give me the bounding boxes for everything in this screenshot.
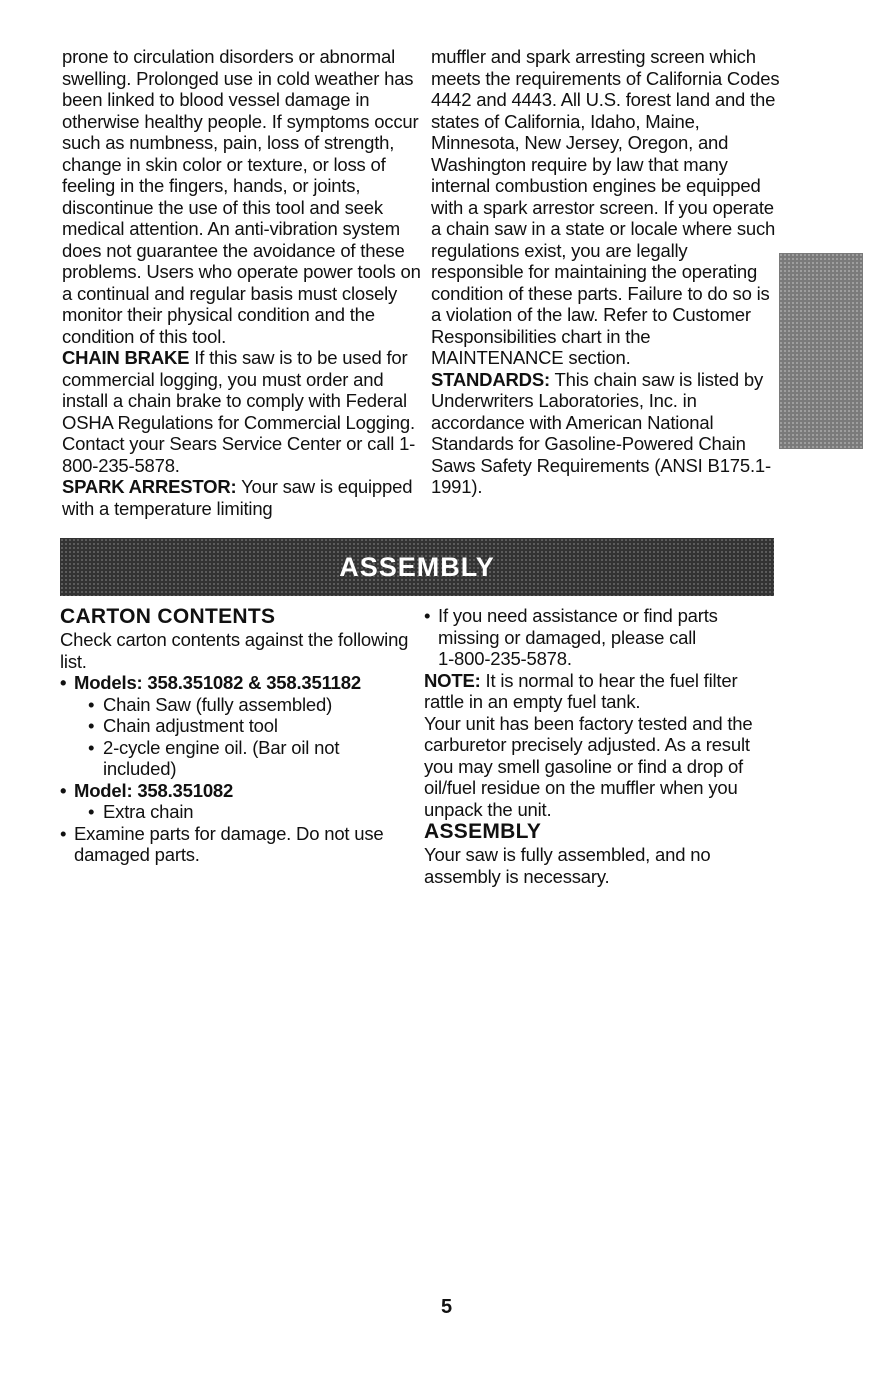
models-sub-item: • Chain adjustment tool	[60, 715, 410, 737]
examine-list-item: • Examine parts for damage. Do not use damaged parts.	[60, 823, 410, 866]
note-text: It is normal to hear the fuel filter rattle in an empty fuel tank.	[424, 669, 738, 712]
carton-contents-heading: CARTON CONTENTS	[60, 605, 276, 628]
assistance-list-item	[424, 605, 779, 670]
model-list-item: • Model: 358.351082	[60, 780, 410, 802]
standards-text: This chain saw is listed by Underwriters Laboratories, Inc. in accordance with American National Standards for Gasoline-Powered Chain Saws Safety Requirements (ANSI B175.1-1991).	[431, 368, 771, 497]
spark-arrestor-paragraph	[62, 476, 424, 519]
spark-arrestor-text: Your saw is equipped with a temperature limiting	[62, 476, 413, 519]
carton-contents-section	[60, 605, 410, 866]
chain-brake-label: CHAIN BRAKE	[62, 347, 190, 368]
model-sub-item: • Extra chain	[60, 801, 410, 823]
spark-arrestor-label: SPARK ARRESTOR:	[62, 476, 237, 497]
factory-tested-paragraph: Your unit has been factory tested and the carburetor precisely adjusted. As a result you may smell gasoline or find a drop of oil/fuel residue on the muffler when you unpack the unit.	[424, 712, 753, 820]
note-paragraph	[424, 670, 779, 713]
note-label: NOTE:	[424, 669, 481, 691]
assembly-heading: ASSEMBLY	[424, 820, 542, 843]
muffler-paragraph: muffler and spark arresting screen which meets the requirements of California Codes 4442 and 4443. All U.S. forest land and the states of California, Idaho, Maine, Minnesota, New Jersey, Oregon, and Washington require by law that many internal combustion engines be equipped with a spark arrestor screen. If you operate a chain saw in a state or locale where such regulations exist, you are legally responsible for maintaining the operating condition of these parts. Failure to do so is a violation of the law. Refer to Customer Responsibilities chart in the MAINTENANCE section.	[431, 46, 780, 368]
models-sub-item: • 2-cycle engine oil. (Bar oil not included)	[60, 737, 410, 780]
assembly-banner-title: ASSEMBLY	[339, 551, 495, 582]
assistance-text: If you need assistance or find parts missing or damaged, please call	[438, 605, 718, 648]
chain-brake-paragraph	[62, 347, 424, 476]
vibration-warning-paragraph: prone to circulation disorders or abnormal swelling. Prolonged use in cold weather has been linked to blood vessel damage in otherwise healthy people. If symptoms occur such as numbness, pain, loss of strength, change in skin color or texture, or loss of feeling in the fingers, hands, or joints, discontinue the use of this tool and seek medical attention. An anti-vibration system does not guarantee the avoidance of these problems. Users who operate power tools on a continual and regular basis must closely monitor their physical condition and the condition of this tool.	[62, 46, 421, 347]
page-number: 5	[440, 1296, 453, 1318]
chain-brake-text: If this saw is to be used for commercial logging, you must order and install a chain brake to comply with Federal OSHA Regulations for Commercial Logging. Contact your Sears Service Center or call 1-800-235-5878.	[62, 347, 416, 476]
standards-label: STANDARDS:	[431, 368, 550, 390]
left-column-safety-text	[62, 46, 424, 519]
assembly-paragraph: Your saw is fully assembled, and no assembly is necessary.	[424, 844, 711, 887]
standards-paragraph	[431, 369, 783, 498]
models-sub-item: • Chain Saw (fully assembled)	[60, 694, 410, 716]
right-column-safety-text	[431, 46, 783, 498]
assembly-banner	[60, 538, 774, 596]
assembly-notes-section	[424, 605, 779, 887]
section-thumb-tab	[779, 253, 863, 449]
assistance-phone: 1-800-235-5878.	[438, 648, 572, 669]
models-list-item: • Models: 358.351082 & 358.351182	[60, 672, 410, 694]
carton-intro: Check carton contents against the following list.	[60, 629, 409, 672]
